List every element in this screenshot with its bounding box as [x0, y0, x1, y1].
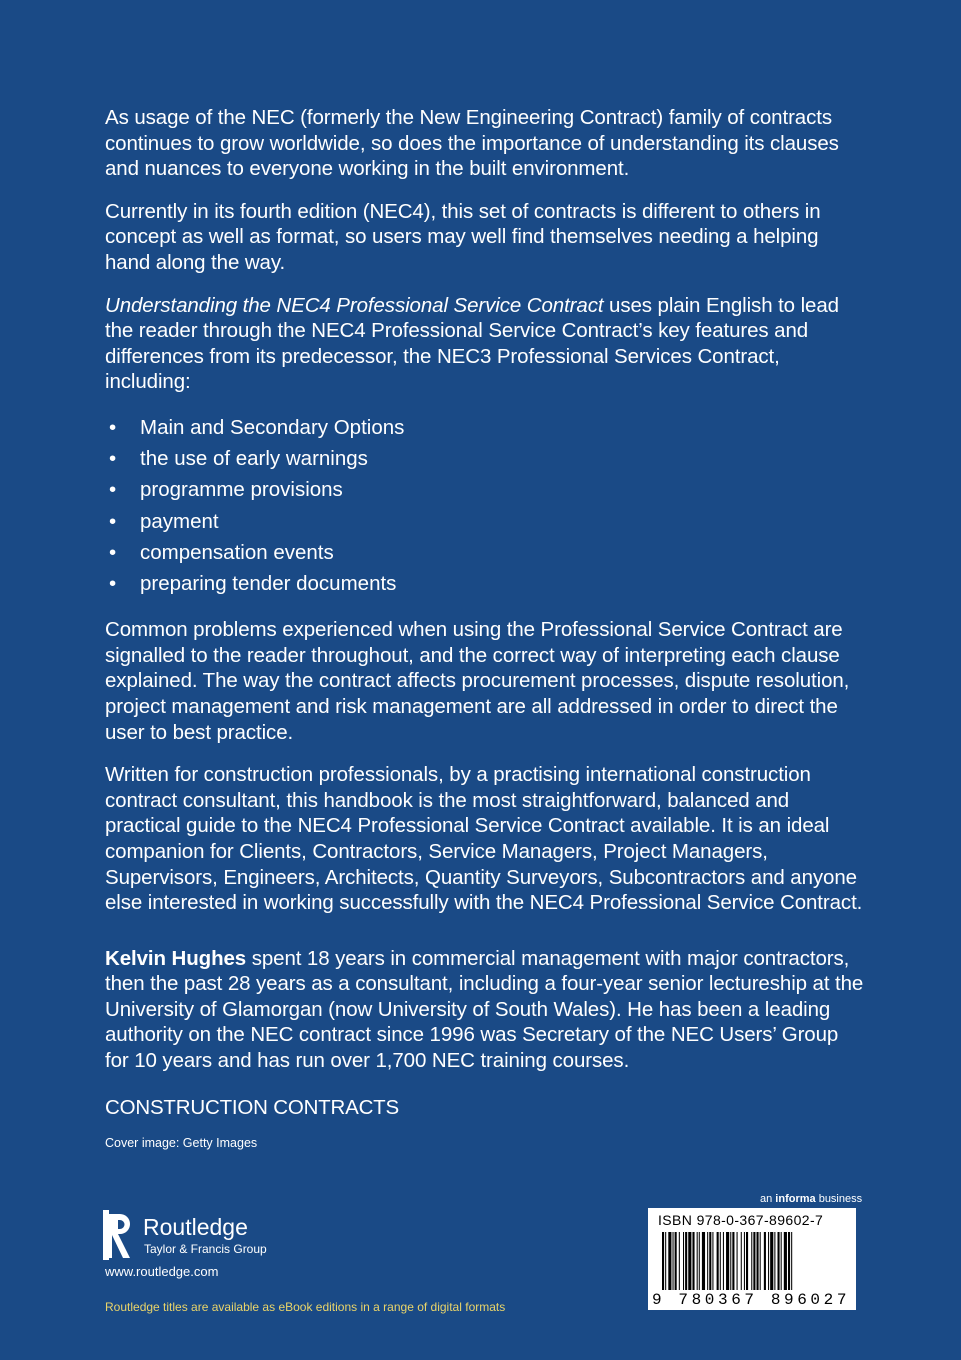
- list-item: • compensation events: [105, 537, 865, 568]
- barcode-bar: [781, 1232, 782, 1290]
- barcode-bar: [702, 1232, 705, 1290]
- list-item: • the use of early warnings: [105, 443, 865, 474]
- author-bio-text: spent 18 years in commercial management with major contractors, then the past 28 years as a consultant, including a four-year senior lectureship at the University of Glamorgan (now University of South Wales). He has been a leading authority on the NEC contract since 1996 was Secretary of the NEC Users’ Group for 10 years and has run over 1,700 NEC training courses.: [105, 946, 864, 1073]
- informa-suffix: business: [815, 1193, 863, 1205]
- barcode-bar: [685, 1232, 687, 1290]
- barcode-bar: [778, 1232, 780, 1290]
- barcode-digits: 9 780367 896027: [652, 1291, 851, 1309]
- barcode-bar: [732, 1232, 734, 1290]
- barcode-bar: [744, 1232, 745, 1290]
- cover-credit: Cover image: Getty Images: [105, 1135, 258, 1150]
- informa-tagline: [760, 1193, 862, 1205]
- summary-paragraph: [105, 293, 865, 395]
- publisher-group: Taylor & Francis Group: [144, 1242, 267, 1256]
- barcode-bar: [692, 1232, 694, 1290]
- routledge-r-icon: [103, 1210, 135, 1260]
- barcode-bar: [675, 1232, 677, 1290]
- problems-paragraph: Common problems experienced when using the Professional Service Contract are signalled to the reader throughout, and the correct way of interpreting each clause explained. The way the contract affects procurement processes, dispute resolution, project management and risk management are all addressed in order to direct the user to best practice.: [105, 618, 850, 744]
- barcode-bar: [717, 1232, 719, 1290]
- routledge-logo: [103, 1210, 343, 1260]
- subject-category: CONSTRUCTION CONTRACTS: [105, 1095, 399, 1119]
- barcode-bar: [751, 1232, 752, 1290]
- back-cover-text: [105, 105, 865, 1150]
- informa-brand: informa: [775, 1193, 816, 1205]
- ebook-note: Routledge titles are available as eBook editions in a range of digital formats: [105, 1300, 506, 1314]
- barcode-bar: [697, 1232, 698, 1290]
- list-item: • programme provisions: [105, 474, 865, 505]
- barcode-bar: [770, 1232, 773, 1290]
- barcode-bar: [688, 1232, 691, 1290]
- barcode-bar: [720, 1232, 721, 1290]
- isbn-barcode: [648, 1208, 856, 1310]
- barcode-bars: [662, 1232, 846, 1294]
- author-name: Kelvin Hughes: [105, 946, 247, 970]
- isbn-label: ISBN 978-0-367-89602-7: [658, 1212, 824, 1228]
- barcode-bar: [737, 1232, 738, 1290]
- barcode-bar: [699, 1232, 700, 1290]
- publisher-name: Routledge: [143, 1214, 248, 1240]
- informa-prefix: an: [760, 1193, 776, 1205]
- list-item: • preparing tender documents: [105, 568, 865, 599]
- barcode-bar: [768, 1232, 769, 1290]
- barcode-bar: [741, 1232, 742, 1290]
- list-item: • payment: [105, 506, 865, 537]
- barcode-bar: [707, 1232, 708, 1290]
- barcode-bar: [757, 1232, 759, 1290]
- barcode-bar: [668, 1232, 671, 1290]
- topics-list: [105, 412, 865, 599]
- barcode-bar: [774, 1232, 775, 1290]
- barcode-bar: [709, 1232, 711, 1290]
- barcode-bar: [679, 1232, 680, 1290]
- edition-paragraph: Currently in its fourth edition (NEC4), this set of contracts is different to others in concept as well as format, so users may well find themselves needing a helping hand along the way.: [105, 199, 821, 274]
- intro-paragraph: As usage of the NEC (formerly the New Engineering Contract) family of contracts continues to grow worldwide, so does the importance of understanding its clauses and nuances to everyone working in the built environment.: [105, 106, 839, 181]
- barcode-bar: [753, 1232, 755, 1290]
- barcode-bar: [712, 1232, 713, 1290]
- author-bio: [105, 946, 865, 1074]
- list-item: • Main and Secondary Options: [105, 412, 865, 443]
- barcode-bar: [673, 1232, 674, 1290]
- barcode-bar: [760, 1232, 761, 1290]
- barcode-bar: [788, 1232, 790, 1290]
- barcode-bar: [662, 1232, 664, 1290]
- book-title: Understanding the NEC4 Professional Service Contract: [105, 293, 604, 317]
- publisher-website: www.routledge.com: [105, 1264, 219, 1279]
- barcode-bar: [723, 1232, 724, 1290]
- barcode-bar: [665, 1232, 666, 1290]
- barcode-bar: [791, 1232, 792, 1290]
- barcode-bar: [746, 1232, 748, 1290]
- barcode-bar: [764, 1232, 766, 1290]
- barcode-bar: [726, 1232, 729, 1290]
- barcode-bar: [683, 1232, 684, 1290]
- summary-text: uses plain English to lead the reader through the NEC4 Professional Service Contract’s key features and differences from its predecessor, the NEC3 Professional Services Contract, including:: [105, 293, 839, 394]
- barcode-bar: [784, 1232, 787, 1290]
- barcode-bar: [730, 1232, 731, 1290]
- audience-paragraph: Written for construction professionals, by a practising international construction contract consultant, this handbook is the most straightforward, balanced and practical guide to the NEC4 Professional Service Contract available. It is an ideal companion for Clients, Contractors, Service Managers, Project Managers, Supervisors, Engineers, Architects, Quantity Surveyors, Subcontractors and anyone else interested in working successfully with the NEC4 Professional Service Contract.: [105, 763, 863, 915]
